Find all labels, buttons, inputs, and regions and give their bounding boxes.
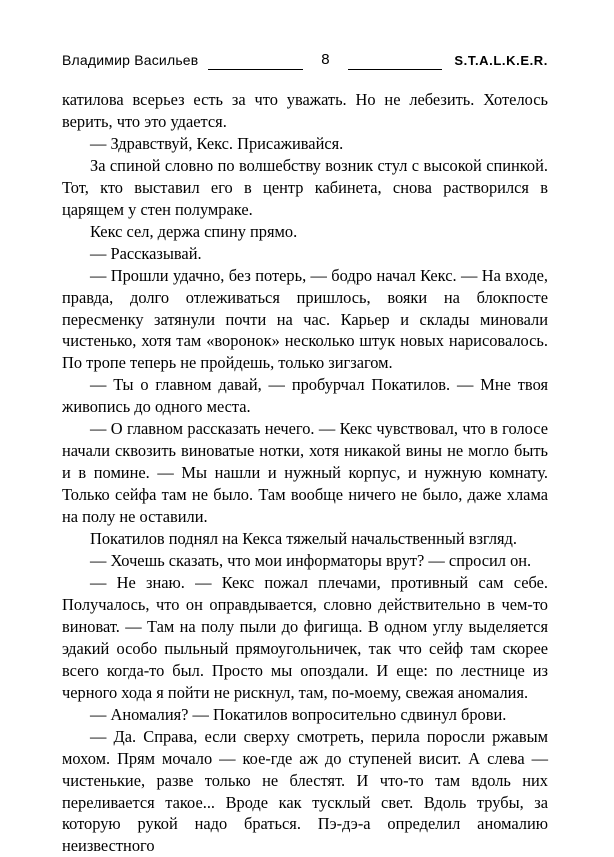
- paragraph: — Да. Справа, если сверху смотреть, перила поросли ржавым мохом. Прям мочало — кое-где аж до ступеней висит. А слева — чистенькие, разве только не блестят. И что-то там вдоль них переливается такое... Вроде как тусклый свет. Вдоль трубы, за которую рукой надо браться. Пэ-дэ-а определил аномалию неизвестного: [62, 726, 548, 856]
- paragraph: — Здравствуй, Кекс. Присаживайся.: [90, 133, 344, 153]
- paragraph: — Аномалия? — Покатилов вопросительно сдвинул брови.: [90, 704, 507, 724]
- paragraph: — Не знаю. — Кекс пожал плечами, противный сам себе. Получалось, что он оправдывается, словно действительно в чем-то виноват. — Там на полу пыли до фигища. В одном углу выделяется эдакий особо пыльный прямоугольничек, так что сейф там скорее всего когда-то был. Просто мы опоздали. И еще: по лестнице из черного хода я пойти не рискнул, там, по-моему, свежая аномалия.: [62, 572, 548, 702]
- paragraph: — Прошли удачно, без потерь, — бодро начал Кекс. — На входе, правда, долго отлеживаться пришлось, вояки на блокпосте пересменку затянули почти на час. Карьер и склады миновали чистенько, хотя там «воронок» несколько штук новых нарисовалось. По тропе теперь не пройдешь, только зигзагом.: [62, 265, 548, 373]
- paragraph: Кекс сел, держа спину прямо.: [90, 221, 298, 241]
- paragraph: катилова всерьез есть за что уважать. Но не лебезить. Хотелось верить, что это удается.: [62, 90, 548, 131]
- running-header: [62, 48, 548, 74]
- body-text: [62, 89, 548, 857]
- header-series-title: S.T.A.L.K.E.R.: [454, 53, 549, 68]
- paragraph: Покатилов поднял на Кекса тяжелый начальственный взгляд.: [90, 529, 517, 549]
- paragraph: — Хочешь сказать, что мои информаторы врут? — спросил он.: [90, 551, 532, 571]
- header-rule-left: [208, 59, 303, 70]
- paragraph: За спиной словно по волшебству возник стул с высокой спинкой. Тот, кто выставил его в центр кабинета, снова растворился в царящем у стен полумраке.: [62, 155, 548, 219]
- header-author: Владимир Васильев: [62, 52, 199, 68]
- paragraph: — О главном рассказать нечего. — Кекс чувствовал, что в голосе начали сквозить виноватые нотки, хотя никакой вины не могло быть и в помине. — Мы нашли и нужный корпус, и нужную комнату. Только сейфа там не было. Там вообще ничего не было, даже хлама на полу не оставили.: [62, 419, 548, 527]
- page-number: 8: [321, 51, 330, 68]
- paragraph: — Рассказывай.: [90, 243, 202, 263]
- header-rule-right: [348, 59, 443, 70]
- paragraph: — Ты о главном давай, — пробурчал Покатилов. — Мне твоя живопись до одного места.: [62, 375, 548, 417]
